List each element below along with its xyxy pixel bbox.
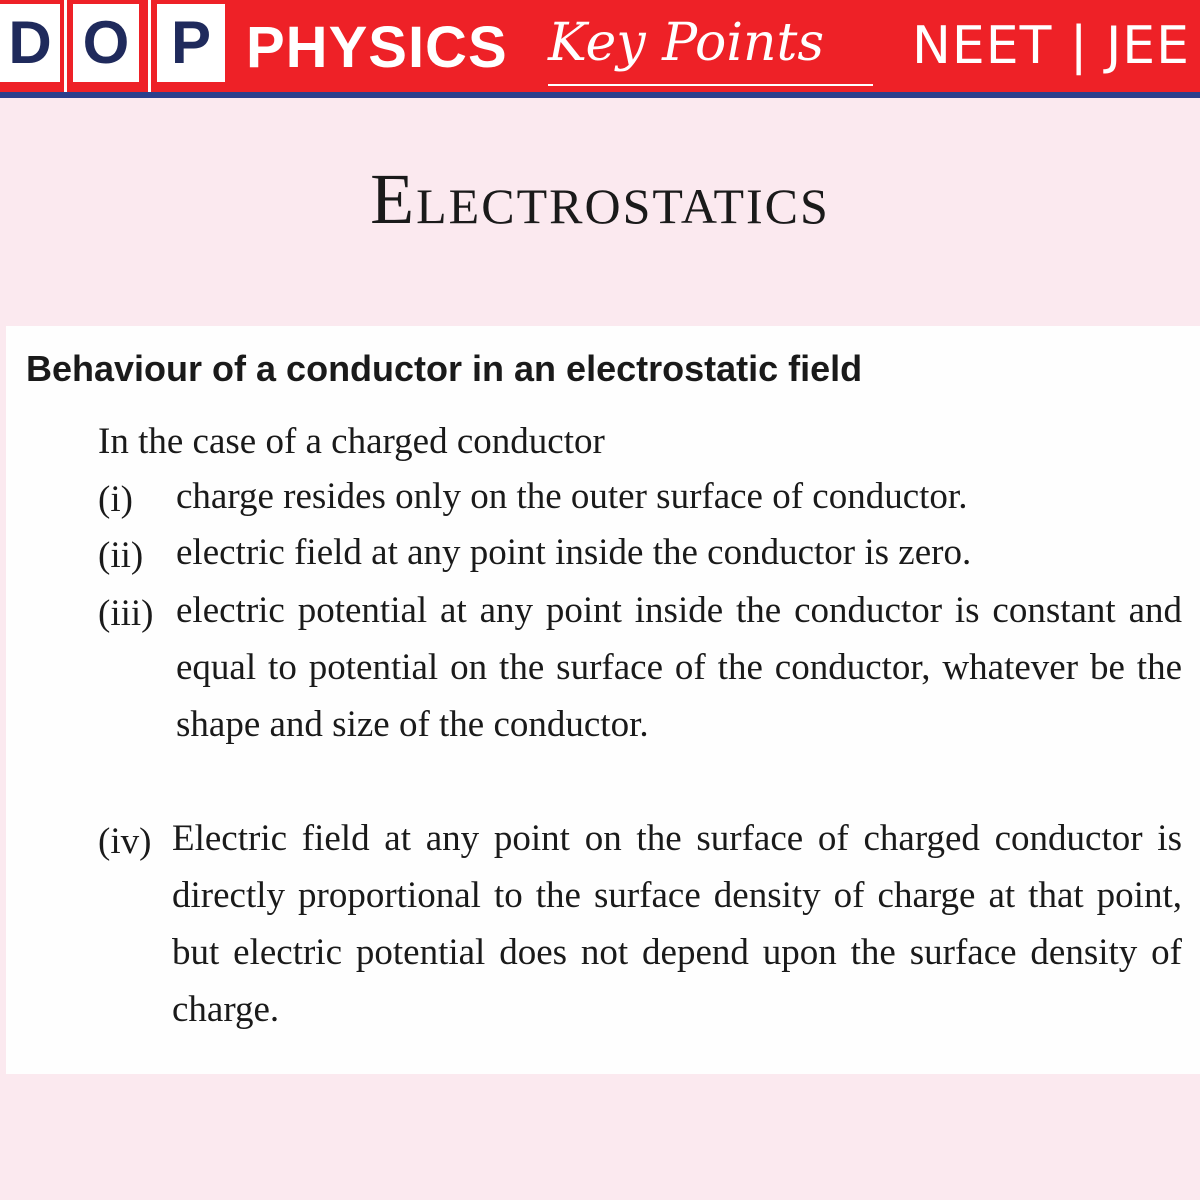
header-banner [0, 0, 1200, 98]
list-item-marker: (iv) [98, 821, 152, 862]
subject-label: PHYSICS [246, 15, 508, 80]
list-item-text: charge resides only on the outer surface of conductor. [176, 476, 968, 517]
topic-title: Electrostatics [370, 159, 830, 239]
logo-letter-p: P [157, 4, 225, 82]
exam-label: NEET | JEE [912, 16, 1190, 76]
card-intro: In the case of a charged conductor [98, 421, 605, 462]
notes-card [6, 326, 1200, 1074]
list-item-text: electric potential at any point inside the conductor is constant and equal to potential on the surface of the conductor, whatever be the shape and size of the conductor. [176, 590, 1182, 745]
list-item-marker: (i) [98, 479, 133, 520]
series-label: Key Points [548, 4, 873, 86]
logo-divider [148, 0, 151, 92]
card-heading: Behaviour of a conductor in an electrostatic field [26, 348, 863, 389]
list-item-text: Electric field at any point on the surface of charged conductor is directly proportional to the surface density of charge at that point, but electric potential does not depend upon the surface density of charge. [172, 818, 1182, 1030]
logo-divider [64, 0, 67, 92]
logo-letter-o: O [73, 4, 139, 82]
list-item-marker: (iii) [98, 593, 154, 634]
list-item-marker: (ii) [98, 535, 144, 576]
list-item-text: electric field at any point inside the conductor is zero. [176, 532, 972, 573]
logo-letter-d: D [0, 4, 60, 82]
